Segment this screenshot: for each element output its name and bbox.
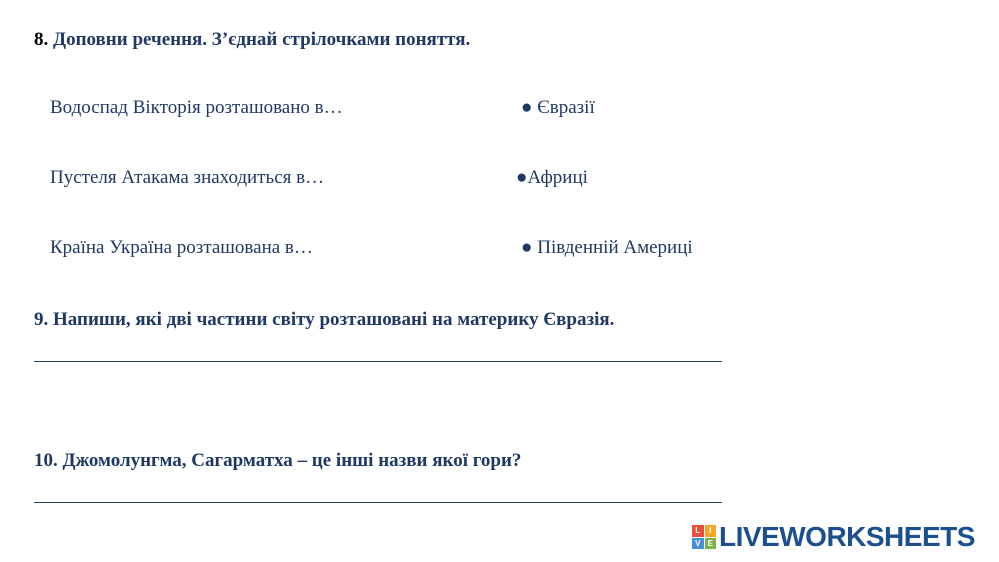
logo-letter-v: V [692,538,704,550]
question-8-text: Доповни речення. З’єднай стрілочками поняття. [48,29,471,50]
logo-letter-e: E [705,538,717,550]
liveworksheets-logo-icon [692,525,716,549]
question-9-title: 9. Напиши, які дві частини світу розташовані на материку Євразія. [34,309,615,330]
answer-line-10[interactable] [34,502,722,503]
answer-line-9[interactable] [34,361,722,362]
statement-3: Країна Україна розташована в… [50,237,313,258]
question-8-number: 8. [34,29,49,50]
liveworksheets-logo [692,521,975,553]
question-8-title [34,29,470,51]
answer-option-2[interactable]: ●Африці [516,167,588,188]
statement-1: Водоспад Вікторія розташовано в… [50,97,343,118]
answer-option-3[interactable]: ● Південній Америці [521,237,693,258]
question-10-title: 10. Джомолунгма, Сагарматха – це інші назви якої гори? [34,450,522,471]
logo-letter-l: L [692,525,704,537]
answer-option-1[interactable]: ● Євразії [521,97,595,118]
liveworksheets-logo-text: LIVEWORKSHEETS [719,521,975,552]
logo-letter-i: I [705,525,717,537]
statement-2: Пустеля Атакама знаходиться в… [50,167,325,188]
